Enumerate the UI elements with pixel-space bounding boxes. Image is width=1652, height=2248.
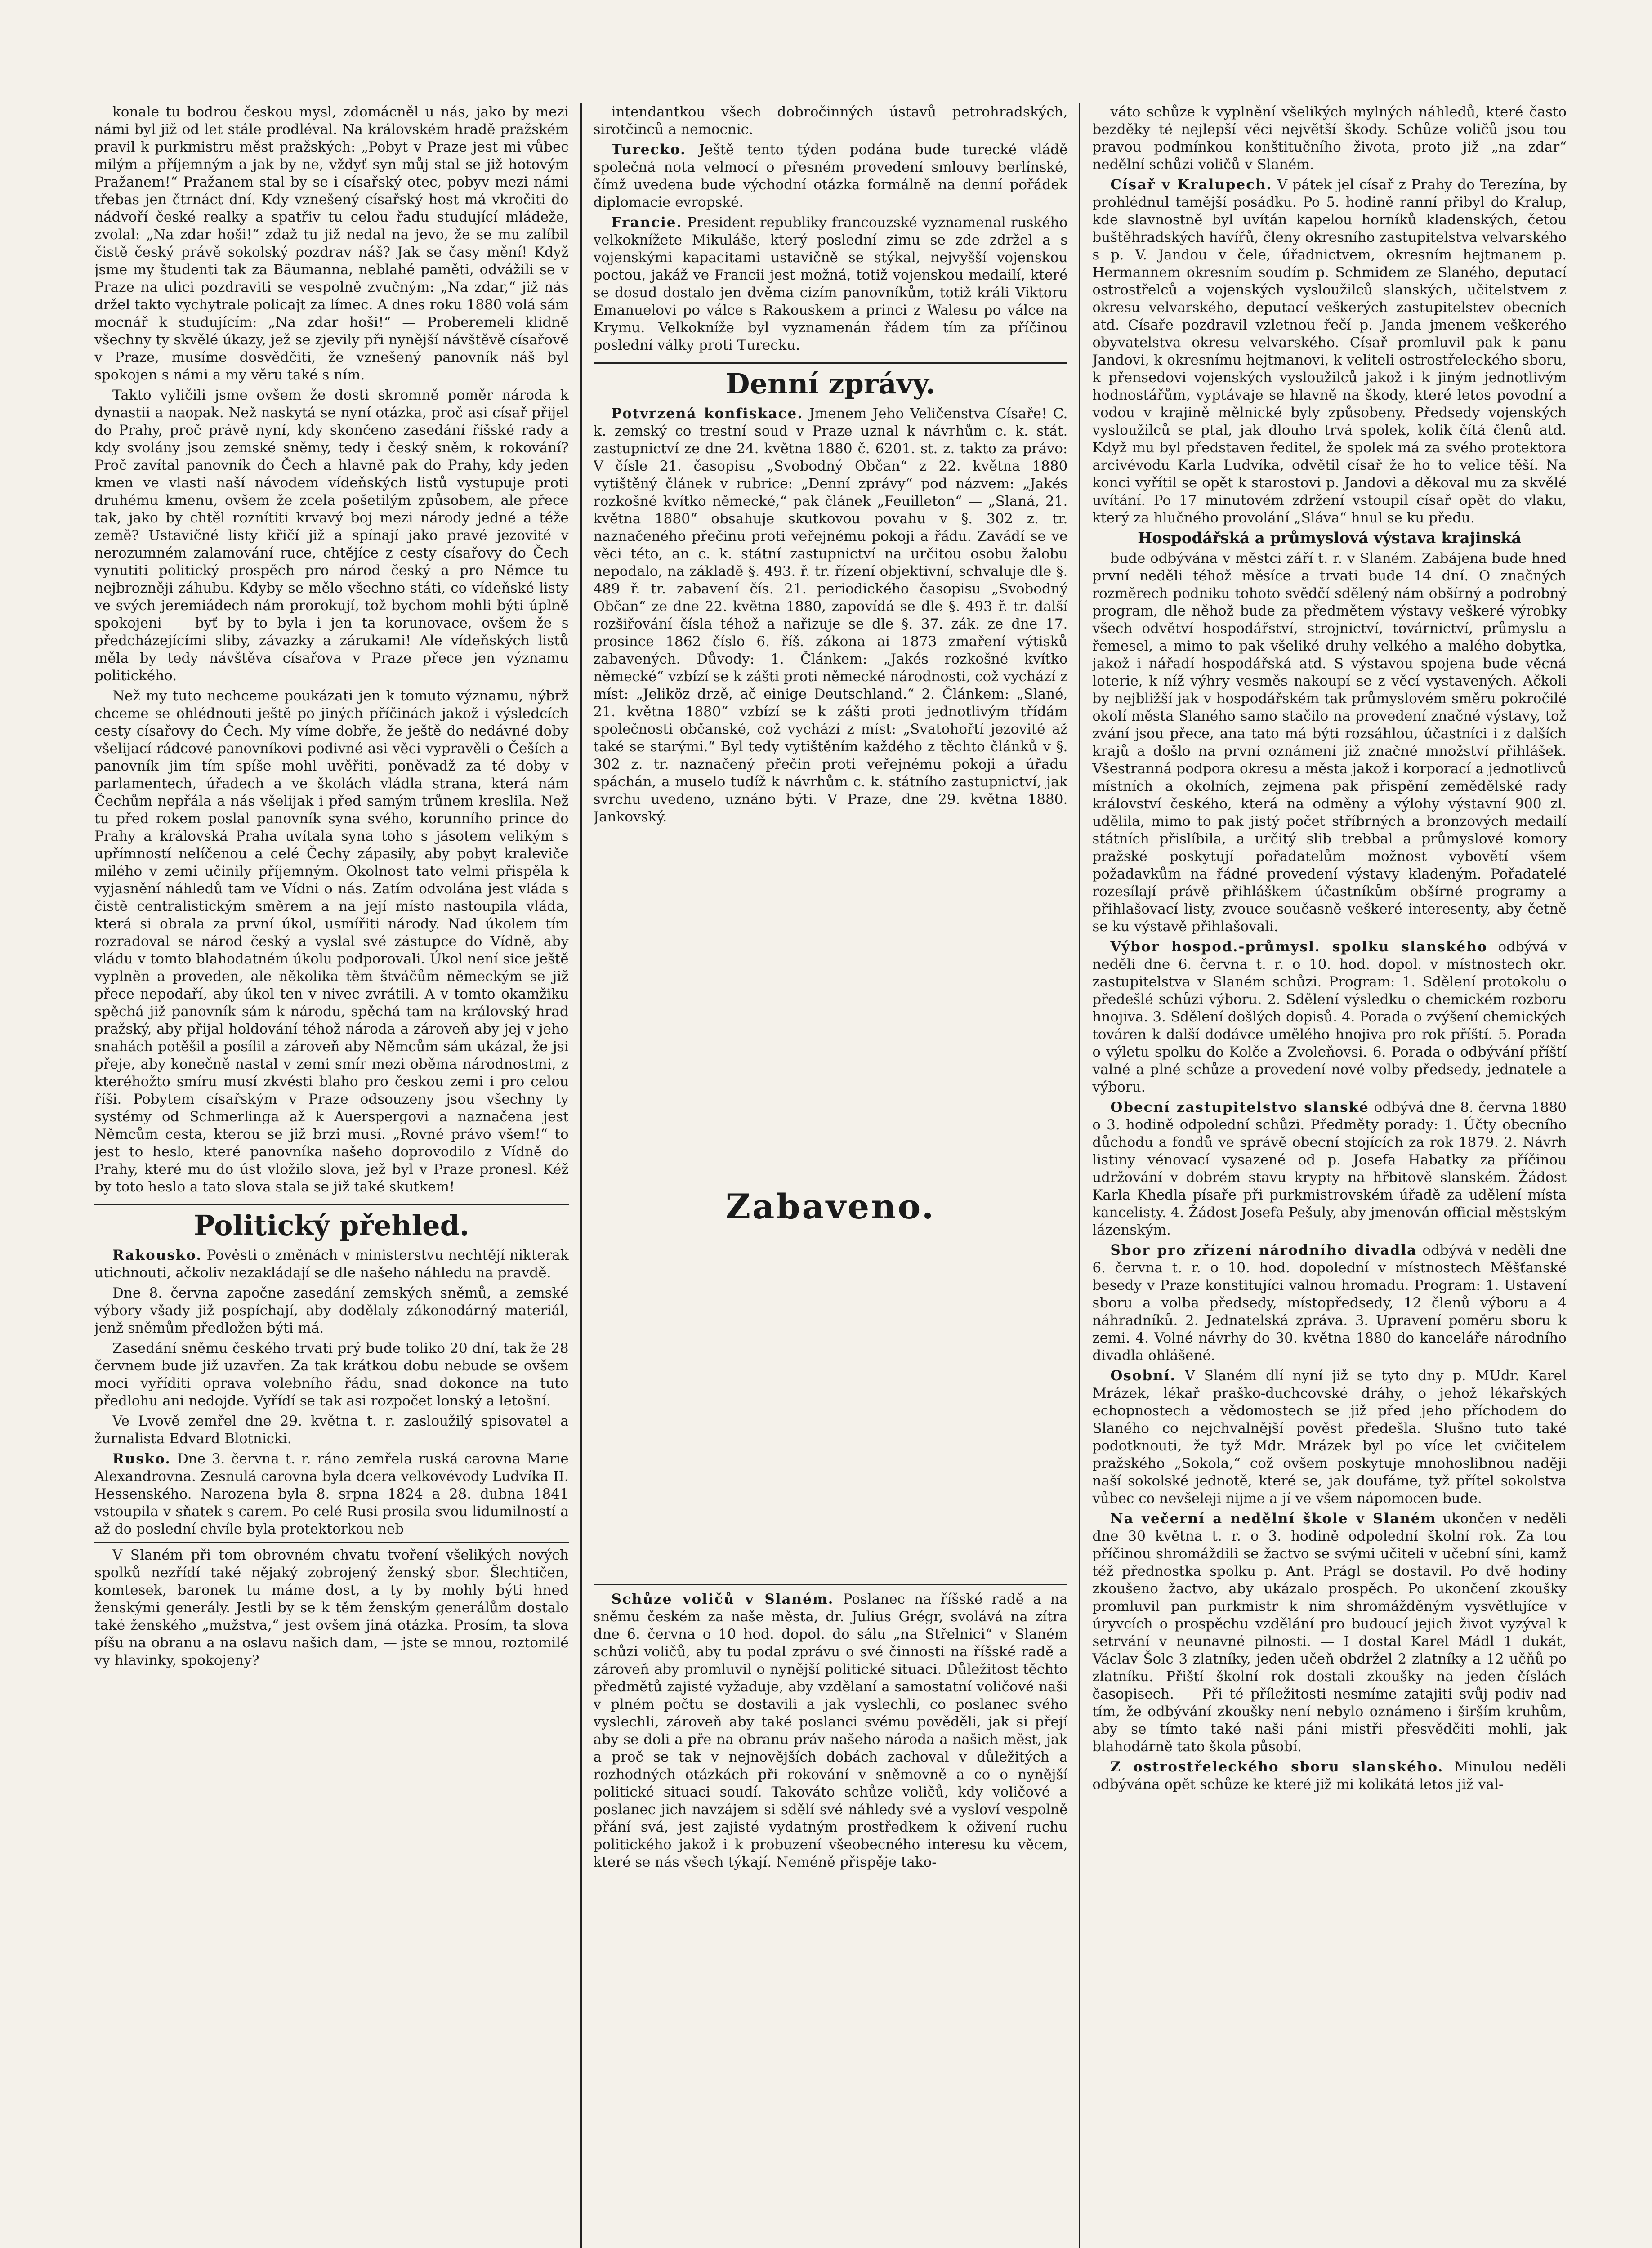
paragraph: Než my tuto nechceme poukázati jen k tomuto významu, nýbrž chceme se ohlédnouti ještě po jiných příčinách jakož i výsledcích cesty císařovy do Čech. My víme dobře, že ještě do nedávné doby všelijací rádcové panovníkovi podivné asi věci vypravěli o Češích a panovník jim tím spíše mohl uvěřiti, poněvadž za té doby v parlamentech, úřadech a ve školách vládla strana, která nám Čechům nepřála a nás všelijak i před samým trůnem kreslila. Než tu před rokem poslal panovník syna svého, korunního prince do Prahy a královská Praha uvítala syna toho s jásotem velikým s upřímností nelíčenou a celé Čechy zápasily, aby pobyt kraleviče milého v zemi učinily příjemným. Okolnost tato velmi přispěla k vyjasnění náhledů tam ve Vídni o nás. Zatím odvolána jest vláda s čistě centralistickým směrem a na její místo nastoupila vláda, která si obrala za první úkol, usmířiti národy. Nad úkolem tím rozradoval se národ český a vyslal své zástupce do Vídně, aby vládu v tomto blahodatném úkolu podporovali. Úkol není sice ještě vyplněn a proveden, ale několika těm štváčům německým se již přece nepodaří, aby úkol ten v nivec zvrátili. A v tomto okamžiku spěchá již panovník sám k národu, spěchá tam na královský hrad pražský, aby přijal holdování téhož národa a zároveň aby jej v jeho snahách potěšil a posílil a zároveň aby Němcům sám ukázal, že jsi přeje, aby konečně nastal v zemi smír mezi oběma národnostmi, z kteréhožto smíru musí zkvésti blaho pro českou zemi i pro celou říši. Pobytem císařským v Praze odsouzeny jsou všechny ty systémy od Schmerlinga až k Auerspergovi a naznačena jest Němcům cesta, kterou se již brzi musí. „Rovné právo všem!“ to jest to heslo, které panovníka našeho doprovodilo z Vídně do Prahy, které mu do úst vložilo slova, jež byl v Praze pronesl. Kéž by toto heslo a tato slova stala se již také skutkem! [94, 688, 569, 1195]
text: Povėsti o změnách v ministerstvu nechtějí nikterak utichnouti, ačkoliv nezakládají se dle našeho náhledu na pravdě. [94, 1247, 569, 1281]
paragraph: V Slaném při tom obrovném chvatu tvoření všelikých nových spolků nezřídí také nějaký zobrojený ženský sbor. Šlechtičen, komtesek, baronek tu máme dost, a ty by mohly býti hned ženskými generály. Jestli by se k těm ženským generálům dostalo také ženského „mužstva,“ jest ovšem jiná otázka. Prosím, ta slova píšu na obranu a na oslavu našich dam, — jste se mnou, roztomilé vy hlavinky, spokojeny? [94, 1547, 569, 1668]
keyword-konfiskace: Potvrzená konfiskace. [611, 406, 804, 422]
column-2 [594, 103, 1068, 2248]
text: President republiky francouzské vyznamenal ruského velkoknížete Mikuláše, který poslední zimu se zde zdržel a s vojenskými kapacitami ustavičně se stýkal, nejvyšší vojenskou poctou, jakáž ve Francii jest možná, totiž vojenskou medailí, které se dosud dostalo jen dvěma cizím panovníkům, totiž králi Viktoru Emanuelovi po válce s Rakouskem a princi z Walesu po válce na Krymu. Velkokníže byl vyznamenán řádem tím za příčinou poslední války proti Turecku. [593, 214, 1068, 353]
keyword-vybor: Výbor hospod.-průmysl. spolku slanského [1110, 939, 1488, 955]
column-1 [94, 103, 569, 2248]
paragraph: bude odbývána v městci září t. r. v Slaném. Zabájena bude hned první neděli téhož měsíce a trvati bude 14 dní. O značných rozměrech podniku tohoto svědčí sdělený nám obšírný a podrobný program, dle něhož bude za předmětem výstavy veškeré výrobky všech odvětví hospodářství, strojnictví, továrnictví, průmyslu a řemesel, a mimo to pak všeliké druhy velkého a malého dobytka, jakož i nářadí hospodářská atd. S výstavou spojena bude věcná loterie, k níž výhry vesměs nakoupí se z věcí vystavených. Ačkoli by nejbližší jak v hospodářském tak průmyslovém směru pokročilé okolí města Slaného samo stačilo na provedení značné výstavy, tož zvání jsou přece, ana tato má býti rozsáhlou, účastníci i z dalších krajů a došlo na první oznámení již značné množství přihlášek. Všestranná podpora okresu a města jakož i korporací a jednotlivců místních a okolních, zejmena pak přispění zemědělské rady království českého, která na odměny a výlohy výstavní 900 zl. udělila, mimo to pak jistý počet stříbrných a bronzových medailí státních přislíbila, a určitý slib trebbal a průmyslové komory pražské poskytují pořadatelům možnost vybovětí všem požadavkům na řádné provedení výstavy kladeným. Pořadatelé rozesílají právě přihláškem účastníkům obšírné programy a přihlašovací listy, zvouce současně veškeré interesenty, aby četně se ku výstavě přihlašovali. [1092, 550, 1567, 935]
paragraph-ostrostrelci [1092, 1758, 1567, 1793]
keyword-sbor: Sbor pro zřízení národního divadla [1110, 1242, 1417, 1258]
paragraph-osobni [1092, 1367, 1567, 1508]
text: odbývá dne 8. června 1880 o 3. hodině odpolední schůzi. Předměty porady: 1. Účty obecního důchodu a fondů ve správě obecní stojících za rok 1879. 2. Návrh listiny vénovací vysazené od p. Josefa Habatky za příčinou udržování v dobrém stavu krypty na hřbitově slanském. Žádost Karla Khedla písaře při purkmistrovském úřadě za udělení místa kancelisty. 4. Žádost Josefa Pešuly, aby jmenován official městským lázenským. [1092, 1099, 1567, 1238]
keyword-ostrostrelci: Z ostrostřeleckého sboru slanského. [1110, 1759, 1444, 1775]
paragraph-schuze-volicu [594, 1591, 1068, 1871]
keyword-skola: Na večerní a nedělní škole v Slaném [1110, 1511, 1437, 1527]
keyword-turecko: Turecko. [611, 142, 686, 158]
text: V Slaném dlí nyní již se tyto dny p. MUdr. Karel Mrázek, lékař praško-duchcovské dráhy, o jehož lékařských echopnostech a vědomostech se již před jeho příchodem do Slaného co nejchvalnější pověst předešla. Slušno tuto také podotknouti, že tyž Mdr. Mrázek byl po více let cvičitelem pražského „Sokola,“ což ovšem poskytuje mnohoslibnou naději naší sokolské jednotě, které se, jak doufáme, tyž přítel sokolstva vůbec co nevšeleji nijme a jí ve všem nápomocen bude. [1092, 1368, 1567, 1507]
paragraph: Zasedání sněmu českého trvati prý bude toliko 20 dní, tak že 28 červnem bude již uzavřen. Za tak krátkou dobu nebude se ovšem moci vyříditi oprava volebního řádu, snad dokonce na tuto předlohu ani nedojde. Vyřídí se tak asi rozpočet lonský a letošní. [94, 1340, 569, 1409]
paragraph-francie [594, 214, 1068, 354]
text: Dne 3. června t. r. ráno zemřela ruská carovna Marie Alexandrovna. Zesnulá carovna byla dcera velkovévody Ludvíka II. Hessenského. Narozena byla 8. srpna 1824 a 28. dubna 1841 vstoupila v sňatek s carem. Po celé Rusi prosila svou lidumilností a až do poslední chvíle byla protektorkou neb [94, 1451, 569, 1537]
keyword-rusko: Rusko. [112, 1451, 171, 1467]
text: Minulou neděli odbývána opět schůze ke které již mi kolikátá letos již val- [1092, 1759, 1567, 1793]
censored-label: Zabaveno. [725, 1186, 936, 1227]
column-3 [1092, 103, 1567, 2248]
paragraph: Dne 8. června započne zasedání zemských sněmů, a zemské výbory všady již pospíchají, aby dodělaly zákonodárný materiál, jenž sněmům předložen býti má. [94, 1285, 569, 1336]
paragraph-rakousko [94, 1247, 569, 1282]
text: Jmenem Jeho Veličenstva Císaře! C. k. zemský co trestní soud v Praze uznal k návrhům c. k. stát. zastupnictví ze dne 24. května 1880 č. 6201. st. z. takto za právo: V čísle 21. časopisu „Svobodný Občan“ z 22. května 1880 vytištěný článek v rubrice: „Denní zprávy“ pod názvem: „Jakés rozkošné kvítko německé,“ pak článek „Feuilleton“ — „Slaná, 21. května 1880“ obsahuje skutkovou povahu v §. 302 z. tr. naznačeného přečinu proti veřejnému pokoji a řádu. Zavádí se ve věci této, an c. k. státní zastupnictví na určitou osobu žalobu nepodalo, na základě §. 493. ř. tr. řízení objektivní, schvaluje dle §. 489 ř. tr. zabavení čís. 21. periodického časopisu „Svobodný Občan“ ze dne 22. května 1880, zapovídá se dle §. 493 ř. tr. další rozšiřování čísla téhož a nařizuje se dle §. 37. zák. ze dne 17. prosince 1862 číslo 6. říš. zákona ai 1873 zmaření výtisků zabavených. Důvody: 1. Článkem: „Jakés rozkošné kvítko německé“ vzbízí se k zášti proti německé národnosti, což vychází z míst: „Jeliköz drzě, ač einige Deutschland.“ 2. Článkem: „Slané, 21. května 1880“ vzbízí se k zášti proti jednotlivým třídám společnosti občanské, což vychází z míst: „Svatohořtí jezovité až také se starými.“ Byl tedy vytištěním každého z těchto článků v §. 302 z. tr. naznačený přečin proti veřejnému pokoji a úřadu spáchán, a muselo tudíž k návrhům c. k. státního zastupnictví, jak svrchu uvedeno, uznáno býti. V Praze, dne 29. května 1880. Jankovský. [593, 406, 1068, 825]
paragraph-turecko [594, 141, 1068, 211]
keyword-francie: Francie. [611, 214, 683, 231]
text: Ještě tento týden podána bude turecké vládě společná nota velmocí o přesném provedení smlouvy berlínské, čímž uvedena bude východní otázka formálně na denní pořádek diplomacie evropské. [593, 142, 1068, 210]
keyword-obec: Obecní zastupitelstvo slanské [1110, 1099, 1369, 1115]
text: V pátek jel císař z Prahy do Terezína, by prohlédnul tamější posádku. Po 5. hodině ranní přibyl do Kralup, kde slavnostně byl uvítán kapelou horníků kladenských, četou buštěhradských havířů, členy okresního zastupitelstva velvarského s p. V. Jandou v čele, úřadnictvem, okresním hejtmanem p. Hermannem okresním soudím p. Schmidem ze Slaného, deputací ostrostřelců a vojenských vysloužilců slanských, učitelstvem z okresu velvarského, deputací veškerých zastupitelstev obecních atd. Císaře pozdravil vzletnou řečí p. Janda jmenem veškerého obyvatelstva okresu velvarského. Císař promluvil pak k panu Jandovi, k okresnímu hejtmanovi, k veliteli ostrostřeleckého sboru, k přensedovi vojenských vysloužilců jakož i k jiným jednotlivým hodnostářům, vyptávaje se hlavně na škody, které letos povodní a vodou v krajině mělnické byly způsobeny. Předsedy vojenských vysloužilců se ptal, jak dlouho trvá spolek, kolik čítá členů atd. Když mu byl představen ředitel, že spolek má za svého protektora arcivévodu Karla Ludvíka, odvětil císař že ho to velice těší. Na konci vyřítil se opět k starostovi p. Jandovi a děkoval mu za skvělé uvítání. Po 17 minutovém zdržení vstoupil císař opět do vlaku, který za hlučného provolání „Sláva“ hnul se ku předu. [1092, 177, 1567, 526]
keyword-kralupy: Císař v Kralupech. [1110, 177, 1272, 193]
text: ukončen v neděli dne 30 května t. r. o 3. hodině odpolední školní rok. Za tou příčinou shromáždili se žactvo se svými učiteli v učební síni, kamž též přednostka spolku p. Ant. Prágl se dostavil. Po dvě hodiny zkoušeno žactvo, aby ukázalo prospěch. Po ukončení zkoušky promluvil pan purkmistr k nim shromážděným vysvětlujíce v úryvcích o prospěchu vzdělání pro budoucí jejich život vyzýval k setrvání v neunavné pilnosti. — I dostal Karel Mádl 1 dukát, Václav Šolc 3 zlatníky, jeden učeň obdržel 2 zlatníky a 12 učňů po zlatníku. Přiští školní rok dostali zkoušky na jeden číslách časopisech. — Při té příležitosti nesmíme zatajiti svůj podiv nad tím, že odbývání zkoušky není nebylo oznámeno i širším kruhům, aby se tímto také naši páni mistři přesvědčiti mohli, jak blahodárně tato škola působí. [1092, 1511, 1567, 1755]
paragraph-konfiskace [594, 405, 1068, 826]
section-heading-denni-zpravy: Denní zprávy. [594, 362, 1068, 401]
paragraph: váto schůze k vyplnění všelikých mylných náhledů, které často bezděky té nejlepší věci největší škody. Schůze voličů jsou tou pravou podmínkou konštitučního života, proto již „na zdar“ nedělní schůzi voličů v Slaném. [1092, 104, 1567, 173]
keyword-schuze: Schůze voličů v Slaném. [611, 1591, 834, 1607]
paragraph: intendantkou všech dobročinných ústavů petrohradských, sirotčinců a nemocnic. [593, 104, 1068, 138]
keyword-osobni: Osobní. [1110, 1368, 1176, 1384]
section-heading-politicky-prehled: Politický přehled. [94, 1204, 569, 1242]
paragraph-skola [1092, 1510, 1567, 1756]
paragraph-obec [1092, 1099, 1567, 1239]
columns [94, 103, 1567, 2248]
keyword-rakousko: Rakousko. [112, 1247, 202, 1263]
text: Poslanec na říšské radě a na sněmu českém za naše města, dr. Julius Grégr, svolává na zítra dne 6. června o 10 hod. dopol. do sálu „na Střelnici“ v Slaném schůzi voličů, aby tu podal zprávu o své činnosti na říšské radě a zároveň aby promluvil o nynější politické situaci. Důležitost těchto předmětů zajisté vyžaduje, aby vzdělaní a samostatní voličové naši v plném počtu se dostavili a jak vyslechli, co poslanec svého vyslechli, zároveň aby také poslanci svému pověděli, jak si přejí aby se doli a pře na obranu práv našeho národa a našich měst, jak a proč se tak v nejnovějších dobách zachoval v důležitých a rozhodných otázkách při rokování v sněmovně a co o nynější politické situaci soudí. Takováto schůze voličů, kdy voličové a poslanec jich navzájem si sdělí své náhledy své a vysloví vespolně přání svá, jest zajisté vydatným prostředkem k oživení ruchu politického jakož i k probuzení všeobecného interesu ku věcem, které se nás všech týkají. Neméně přispěje tako- [593, 1591, 1068, 1870]
paragraph: Ve Lvově zemřel dne 29. května t. r. zasloužilý spisovatel a žurnalista Edvard Blotnicki. [94, 1413, 569, 1447]
column-rule [580, 103, 582, 2248]
paragraph-sbor [1092, 1242, 1567, 1365]
paragraph-kralupy [1092, 176, 1567, 527]
paragraph: Takto vyličili jsme ovšem že dosti skromně poměr národa k dynastii a naopak. Než naskytá se nyní otázka, proč asi císař přijel do Prahy, proč právě nyní, kdy skončeno zasedání říšské rady a kdy svolány jsou zemské sněmy, tedy i český sněm, k rokování? Proč zavítal panovník do Čech a hlavně pak do Prahy, kdy jeden kmen ve vlasti naší návodem vídeňských listů vystupuje proti druhému kmenu, ovšem že zcela pošetilým způsobem, ale přece tak, jako by chtěl roznítiti krvavý boj mezi národy jedné a téže země? Ustavičné listy křičí již a spínají jako pravé jezovité v nerozumném zalamování ruce, chtějíce z cesty císařovy do Čech vynutiti politický prospěch pro národ český a pro Němce tu nejbrozněji záhubu. Kdyby se mělo všechno státi, co vídeňské listy ve svých jeremiádech nám prorokují, tož bychom mohli býti úplně spokojeni — byť by to byla i jen ta korunovace, ovšem že s předcházejícími sliby, závazky a zárukami! Ale vídeňských listů měla by tedy návštěva císařova v Praze přece jen významu politického. [94, 387, 569, 684]
subheading-vystava: Hospodářská a průmyslová výstava krajinská [1138, 529, 1522, 547]
text: odbývá v neděli dne 6. června t. r. o 10. hod. dopolední v místnostech Měšťanské besedy v Praze konstitujíci valnou hromadu. Program: 1. Ustavení sboru a volba předsedy, místopředsedy, 12 členů výboru a 4 náhradníků. 2. Jednatelská zpráva. 3. Upravení poměru sboru k zemi. 4. Volné návrhy do 30. května 1880 do kanceláře národního divadla ohlášené. [1092, 1242, 1567, 1364]
footnote-feuilleton [94, 1542, 569, 1669]
paragraph-vybor [1092, 938, 1567, 1096]
column-rule [1079, 103, 1080, 2248]
censored-block [594, 829, 1068, 1585]
text: odbývá v neděli dne 6. června t. r. o 10. hod. dopol. v místnostech okr. zastupitelstva v Slaném schůzi. Program: 1. Sdělení protokolu o předešlé schůzi výboru. 2. Sdělení výsledku o chemickém rozboru hnojiva. 3. Sdělení došlých dopisů. 4. Porada o zvýšení chemických továren k další dodávce umělého hnojiva pro rok příští. 5. Porada o výletu spolku do Kolče a Zvoleňovsi. 6. Porada o odbývání příští valné a plné schůze a provedení nové volby předsedy, jednatele a výboru. [1092, 939, 1567, 1095]
paragraph-rusko [94, 1450, 569, 1538]
paragraph: konale tu bodrou českou mysl, zdomácněl u nás, jako by mezi námi byl již od let stále prodléval. Na královském hradě pražském pravil k purkmistru měst pražských: „Pobyt v Praze jest mi vůbec milým a příjemným a jak by ne, vždyť syn můj stal se již hotovým Pražanem!“ Pražanem stal by se i císařský otec, pobyv mezi námi třebas jen čtrnáct dní. Kdy vznešený císařský host má vkročiti do nádvoří české realky a spatřiv tu celou řadu studující mládeže, zvolal: „Na zdar hoši!“ zdaž tu již nedal na jevo, že se mu zalíbil čistě český právě sokolský pozdrav náš? Jak se časy mění! Když jsme my študenti tak za Bäumanna, neblahé paměti, odvážili se v Praze na ulici pozdraviti se vespolně zvučným: „Na zdar,“ již nás držel takto vychytrale policajt za límec. A dnes roku 1880 volá sám mocnář k studujícím: „Na zdar hoši!“ — Proberemeli klidně všechny ty skvělé úkazy, jež se zjevily při nynější návštěvě císařově v Praze, musíme dosvědčiti, že vznešený panovník náš byl spokojen s námi a my věru také s ním. [94, 104, 569, 383]
